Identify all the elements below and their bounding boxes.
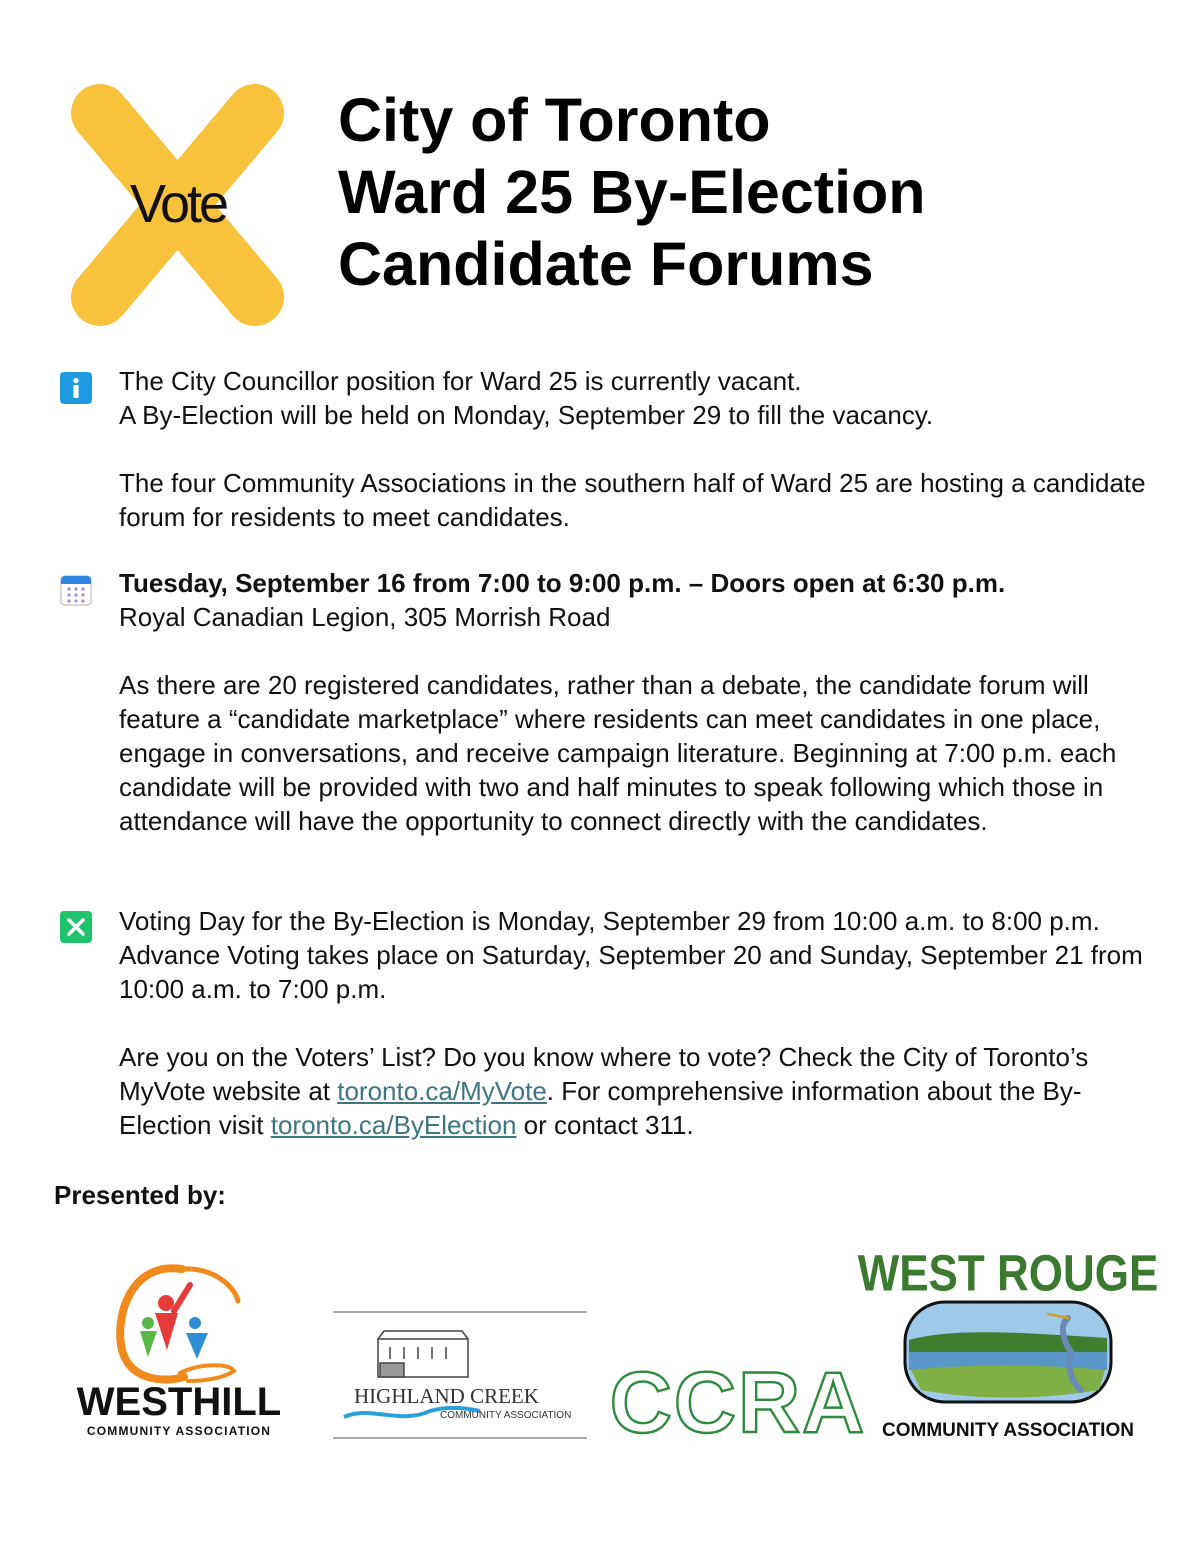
west-rouge-logo [857, 1240, 1159, 1445]
highland-sub: COMMUNITY ASSOCIATION [440, 1410, 572, 1421]
ccra-name: CCRA [609, 1355, 867, 1451]
event-location: Royal Canadian Legion, 305 Morrish Road [119, 602, 611, 632]
title-line-1: City of Toronto [338, 86, 771, 154]
heron-landscape-image [905, 1302, 1111, 1402]
highland-creek-logo [330, 1305, 590, 1445]
info-body [119, 364, 1160, 534]
myvote-link[interactable]: toronto.ca/MyVote [337, 1076, 547, 1106]
ccra-logo [598, 1355, 878, 1451]
building-icon [378, 1331, 468, 1377]
calendar-icon [60, 574, 92, 606]
voting-section [60, 904, 1160, 1144]
event-paragraph-1 [119, 566, 1160, 634]
page-title [338, 84, 926, 300]
voting-text-2: . For comprehensive information about the By-Election visit [119, 1076, 1082, 1140]
westhill-sub: COMMUNITY ASSOCIATION [86, 1424, 272, 1438]
voting-text-3: or contact 311. [516, 1110, 694, 1140]
info-paragraph-2: The four Community Associations in the southern half of Ward 25 are hosting a candidate forum for residents to meet candidates. [119, 468, 1146, 532]
info-line-2: A By-Election will be held on Monday, September 29 to fill the vacancy. [119, 400, 934, 430]
voting-paragraph-1: Voting Day for the By-Election is Monday, September 29 from 10:00 a.m. to 8:00 p.m. Advance Voting takes place on Saturday, September 20 and Sunday, September 21 from 10:00 a.m. to 7:00 p.m. [119, 906, 1143, 1004]
westhill-name: WESTHILL [76, 1380, 282, 1424]
voting-paragraph-2 [119, 1040, 1160, 1142]
vote-x-logo [70, 85, 285, 325]
westhill-logo [62, 1255, 297, 1445]
voting-text-1: Are you on the Voters’ List? Do you know where to vote? Check the City of Toronto’s MyVote website at [119, 1042, 1089, 1106]
header [0, 0, 1200, 340]
title-line-2: Ward 25 By-Election [338, 158, 926, 226]
title-line-3: Candidate Forums [338, 230, 874, 298]
ballot-x-icon [60, 911, 92, 943]
west-rouge-name: WEST ROUGE [857, 1245, 1159, 1303]
west-rouge-sub: COMMUNITY ASSOCIATION [882, 1420, 1134, 1441]
info-icon [60, 372, 92, 404]
presented-by-label: Presented by: [54, 1180, 226, 1210]
info-line-1: The City Councillor position for Ward 25 is currently vacant. [119, 366, 802, 396]
event-description: As there are 20 registered candidates, rather than a debate, the candidate forum will feature a “candidate marketplace” where residents can meet candidates in one place, engage in conversations, and receive campaign literature. Beginning at 7:00 p.m. each candidate will be provided with two and half minutes to speak following which those in attendance will have the opportunity to connect directly with the candidates. [119, 670, 1117, 836]
info-section [60, 364, 1160, 539]
vote-logo-text: Vote [129, 174, 227, 234]
voting-body [119, 904, 1160, 1142]
info-paragraph-1 [119, 364, 1160, 432]
event-body [119, 566, 1160, 838]
people-figures-icon [140, 1285, 208, 1359]
event-section [60, 566, 1160, 876]
highland-name: HIGHLAND CREEK [354, 1384, 539, 1408]
byelection-link[interactable]: toronto.ca/ByElection [270, 1110, 517, 1140]
event-datetime: Tuesday, September 16 from 7:00 to 9:00 p.m. – Doors open at 6:30 p.m. [119, 568, 1006, 598]
